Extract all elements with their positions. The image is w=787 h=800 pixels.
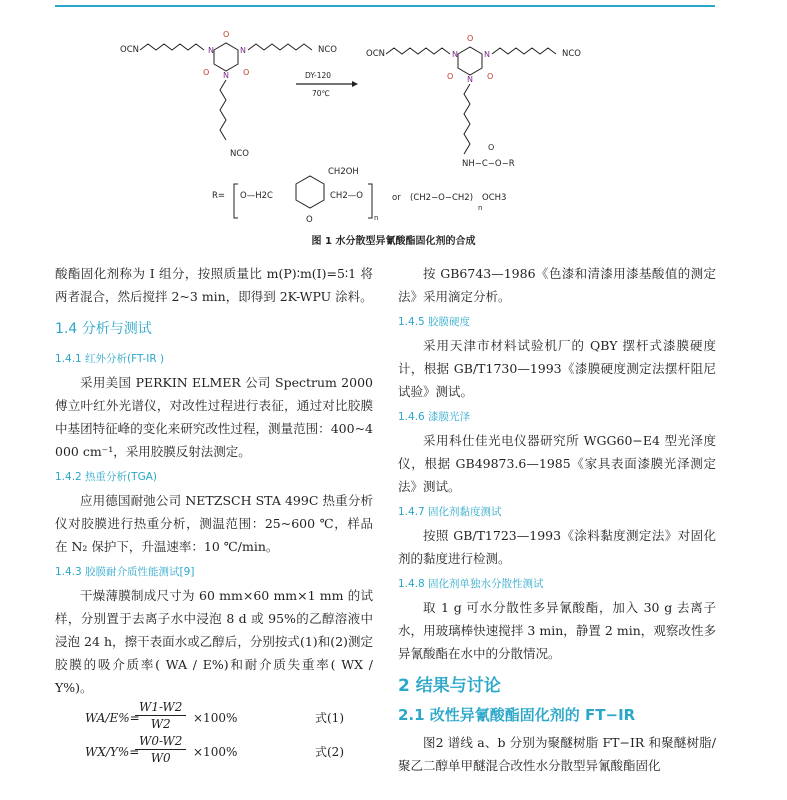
paragraph: 酸酯固化剂称为 I 组分，按照质量比 m(P)∶m(I)=5∶1 将两者混合，然后搅拌 2~3 min，即得到 2K-WPU 涂料。 xyxy=(55,266,373,304)
header-rule xyxy=(55,5,715,7)
arrow-head xyxy=(352,81,358,87)
section-heading: 2.1 改性异氰酸酯固化剂的 FT−IR xyxy=(398,706,636,724)
eq1-denominator: W2 xyxy=(150,717,171,731)
figure-caption: 图 1 水分散型异氰酸酯固化剂的合成 xyxy=(311,236,476,247)
reactant-right-nco: NCO xyxy=(318,45,337,55)
r2-group: (CH2−O−CH2) xyxy=(410,193,474,203)
equation-1 xyxy=(55,699,373,733)
paragraph: 图2 谱线 a、b 分别为聚醚树脂 FT−IR 和聚醚树脂/聚乙二醇单甲醚混合改性水分散型异氰酸酯固化 xyxy=(398,735,716,773)
ring-n-bottom: N xyxy=(223,71,229,80)
product-left-nco: OCN xyxy=(366,49,385,59)
subsection-heading: 1.4.8 固化剂单独水分散性测试 xyxy=(398,578,544,590)
section-heading: 2 结果与讨论 xyxy=(398,676,501,696)
p-ring-n-bottom: N xyxy=(467,75,473,84)
product-right-nco: NCO xyxy=(562,49,581,59)
product-right-chain xyxy=(492,48,556,54)
reactant-left-chain xyxy=(140,44,204,50)
subsection-heading: 1.4.7 固化剂黏度测试 xyxy=(398,506,502,518)
left-column xyxy=(55,262,373,767)
reactant-ring xyxy=(214,43,238,71)
right-column xyxy=(398,262,716,777)
r2-end: OCH3 xyxy=(482,193,507,203)
paragraph: 干燥薄膜制成尺寸为 60 mm×60 mm×1 mm 的试样，分别置于去离子水中浸泡 8 d 或 95%的乙醇溶液中浸泡 24 h，擦干表面水或乙醇后，分别按式(1)和(2)测定胶膜的吸介质率( WA / E%)和耐介质失重率( WX / Y%)。 xyxy=(55,588,373,695)
r-bracket-left xyxy=(234,184,238,218)
r-left-group: O—H2C xyxy=(240,191,273,201)
p-ring-n-right: N xyxy=(484,50,490,59)
or-label: or xyxy=(392,193,401,203)
reactant-left-nco: OCN xyxy=(120,45,139,55)
r-right-group: CH2—O xyxy=(330,191,363,201)
ring-o-top: O xyxy=(223,30,230,39)
section-heading: 1.4 分析与测试 xyxy=(55,321,152,337)
reactant-right-chain xyxy=(248,44,312,50)
r-label: R= xyxy=(212,191,226,201)
r-ch2oh: CH2OH xyxy=(328,167,359,177)
eq2-tag: 式(2) xyxy=(315,745,344,759)
reactant-bottom-chain xyxy=(220,80,226,140)
paragraph: 按 GB6743—1986《色漆和清漆用漆基酸值的测定法》采用滴定分析。 xyxy=(398,266,716,304)
paragraph: 采用美国 PERKIN ELMER 公司 Spectrum 2000 傅立叶红外光谱仪，对改性过程进行表征，通过对比胶膜中基团特征峰的变化来研究改性过程，测量范围：400~4 000 cm⁻¹，采用胶膜反射法测定。 xyxy=(55,375,373,459)
paragraph: 采用科仕佳光电仪器研究所 WGG60−E4 型光泽度仪，根据 GB49873.6—1985《家具表面漆膜光泽测定法》测试。 xyxy=(398,433,716,494)
p-ring-n-left: N xyxy=(452,50,458,59)
synthesis-scheme xyxy=(0,8,787,230)
p-ring-o-right: O xyxy=(487,72,494,81)
ring-n-right: N xyxy=(240,46,246,55)
subsection-heading: 1.4.3 胶膜耐介质性能测试[9] xyxy=(55,566,195,578)
ring-o-right: O xyxy=(243,68,250,77)
subsection-heading: 1.4.6 漆膜光泽 xyxy=(398,411,471,423)
subsection-heading: 1.4.2 热重分析(TGA) xyxy=(55,471,157,483)
eq1-lhs: WA/E%= xyxy=(85,711,140,725)
reactant-bottom-nco: NCO xyxy=(230,149,249,159)
r2-subscript-n: n xyxy=(478,204,483,212)
r-ketone-o: O xyxy=(306,215,313,225)
eq1-tag: 式(1) xyxy=(315,711,344,725)
ring-o-left: O xyxy=(203,68,210,77)
paragraph: 应用德国耐弛公司 NETZSCH STA 499C 热重分析仪对胶膜进行热重分析，测温范围：25~600 ℃，样品在 N₂ 保护下，升温速率：10 ℃/min。 xyxy=(55,493,373,554)
eq1-fraction xyxy=(135,699,186,732)
product-left-chain xyxy=(386,48,450,54)
p-ring-o-top: O xyxy=(467,34,474,43)
p-ring-o-left: O xyxy=(447,72,454,81)
equation-2 xyxy=(55,733,373,767)
r-bracket-right xyxy=(368,184,372,218)
product-bottom-chain xyxy=(464,84,470,154)
urethane-o: O xyxy=(488,143,495,152)
eq2-tail: ×100% xyxy=(193,745,238,759)
paragraph: 采用天津市材料试验机厂的 QBY 摆杆式漆膜硬度计，根据 GB/T1730—1993《漆膜硬度测定法摆杆阻尼试验》测试。 xyxy=(398,338,716,399)
paragraph: 按照 GB/T1723—1993《涂料黏度测定法》对固化剂的黏度进行检测。 xyxy=(398,528,716,566)
eq1-numerator: W1-W2 xyxy=(135,699,186,716)
condition-label: 70℃ xyxy=(312,89,330,98)
paragraph: 取 1 g 可水分散性多异氰酸酯，加入 30 g 去离子水，用玻璃棒快速搅拌 3 min，静置 2 min，观察改性多异氰酸酯在水中的分散情况。 xyxy=(398,600,716,661)
eq2-fraction xyxy=(135,733,186,766)
eq1-tail: ×100% xyxy=(193,711,238,725)
subsection-heading: 1.4.1 红外分析(FT-IR ) xyxy=(55,353,165,365)
product-urethane: NH−C−O−R xyxy=(462,159,515,169)
eq2-numerator: W0-W2 xyxy=(135,733,186,750)
eq2-denominator: W0 xyxy=(150,751,171,765)
r-ring xyxy=(296,176,324,208)
subsection-heading: 1.4.5 胶膜硬度 xyxy=(398,316,471,328)
ring-n-left: N xyxy=(208,46,214,55)
reagent-label: DY-120 xyxy=(305,71,332,80)
eq2-lhs: WX/Y%= xyxy=(85,745,140,759)
product-ring xyxy=(458,47,482,75)
r-subscript-n: n xyxy=(374,214,379,222)
